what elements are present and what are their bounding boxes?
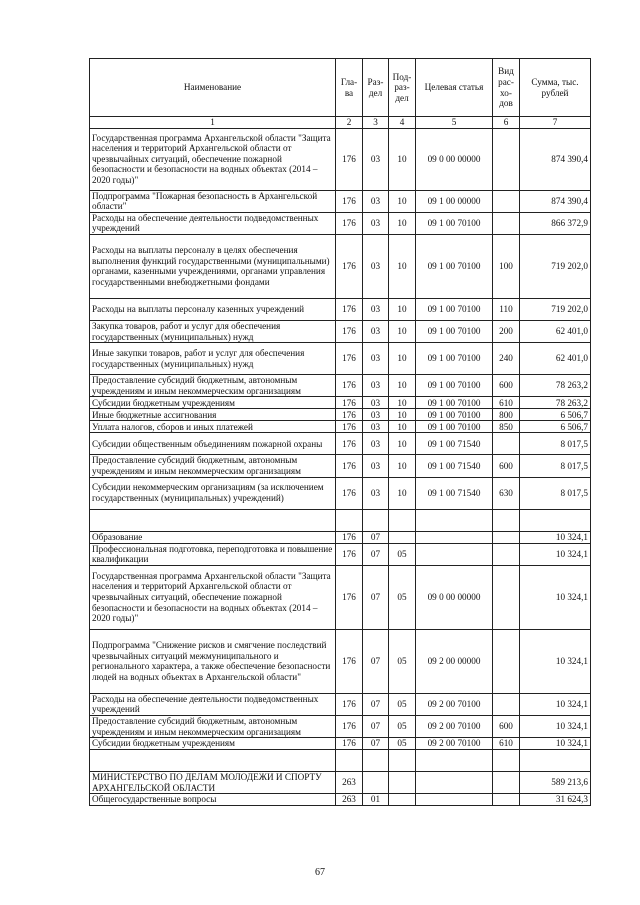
cell-target-article: 09 1 00 70100 [416,298,493,320]
table-row [90,477,591,509]
cell-target-article: 09 1 00 71540 [416,477,493,509]
cell-section: 07 [363,531,389,543]
table-row [90,772,591,794]
cell-section: 01 [363,794,389,806]
cell-expense-type: 600 [493,455,520,477]
cell-name: Расходы на обеспечение деятельности подведомственных учреждений [90,693,336,715]
cell-section: 07 [363,738,389,750]
cell-section: 03 [363,455,389,477]
cell-section: 03 [363,212,389,234]
cell-expense-type [493,190,520,212]
table-row [90,421,591,433]
column-number: 7 [520,117,591,129]
cell-expense-type [493,509,520,531]
cell-target-article [416,750,493,772]
cell-expense-type [493,693,520,715]
cell-subsection: 05 [389,738,416,750]
cell-chapter: 176 [336,409,363,421]
cell-expense-type: 610 [493,397,520,409]
cell-name: Субсидии общественным объединениям пожарной охраны [90,433,336,455]
cell-name: Субсидии некоммерческим организациям (за исключением государственных (муниципальных) учреждений) [90,477,336,509]
table-row [90,509,591,531]
header-row [90,59,591,117]
column-number: 2 [336,117,363,129]
cell-name: Субсидии бюджетным учреждениям [90,738,336,750]
table-row [90,409,591,421]
cell-target-article: 09 2 00 70100 [416,738,493,750]
table-row [90,693,591,715]
cell-subsection: 10 [389,397,416,409]
cell-name: Иные бюджетные ассигнования [90,409,336,421]
cell-section: 03 [363,375,389,397]
cell-expense-type: 240 [493,343,520,375]
cell-section: 03 [363,128,389,190]
cell-name: Закупка товаров, работ и услуг для обеспечения государственных (муниципальных) нужд [90,320,336,342]
cell-chapter: 176 [336,212,363,234]
table-row [90,543,591,565]
cell-expense-type: 630 [493,477,520,509]
cell-section: 03 [363,409,389,421]
cell-expense-type: 600 [493,715,520,737]
cell-section: 07 [363,629,389,693]
cell-sum: 10 324,1 [520,531,591,543]
header-expense-type: Вид рас-хо-дов [493,59,520,117]
table-row [90,320,591,342]
cell-chapter: 176 [336,565,363,629]
cell-sum: 10 324,1 [520,715,591,737]
cell-chapter: 176 [336,693,363,715]
cell-chapter: 176 [336,298,363,320]
cell-subsection: 10 [389,375,416,397]
cell-subsection: 10 [389,320,416,342]
cell-section [363,772,389,794]
column-number: 4 [389,117,416,129]
cell-sum: 8 017,5 [520,455,591,477]
cell-expense-type [493,794,520,806]
cell-expense-type: 850 [493,421,520,433]
cell-section: 03 [363,320,389,342]
cell-chapter: 176 [336,320,363,342]
header-name: Наименование [90,59,336,117]
cell-sum: 78 263,2 [520,375,591,397]
cell-sum: 10 324,1 [520,629,591,693]
cell-name: Иные закупки товаров, работ и услуг для обеспечения государственных (муниципальных) нужд [90,343,336,375]
cell-sum [520,509,591,531]
cell-chapter: 176 [336,375,363,397]
cell-subsection: 05 [389,693,416,715]
cell-target-article: 09 1 00 70100 [416,343,493,375]
cell-target-article: 09 0 00 00000 [416,128,493,190]
table-row [90,190,591,212]
cell-expense-type [493,531,520,543]
cell-target-article: 09 1 00 70100 [416,212,493,234]
column-number: 3 [363,117,389,129]
cell-sum: 6 506,7 [520,421,591,433]
cell-name: Образование [90,531,336,543]
cell-sum: 8 017,5 [520,433,591,455]
cell-sum: 8 017,5 [520,477,591,509]
cell-section: 03 [363,477,389,509]
cell-sum: 62 401,0 [520,343,591,375]
cell-sum: 31 624,3 [520,794,591,806]
cell-section [363,750,389,772]
cell-chapter: 176 [336,629,363,693]
cell-subsection: 10 [389,298,416,320]
header-target-article: Целевая статья [416,59,493,117]
table-row [90,629,591,693]
cell-name [90,509,336,531]
cell-expense-type [493,772,520,794]
column-number: 1 [90,117,336,129]
cell-name: Предоставление субсидий бюджетным, автономным учреждениям и иным некоммерческим организациям [90,455,336,477]
cell-chapter: 176 [336,128,363,190]
cell-sum: 10 324,1 [520,693,591,715]
cell-subsection [389,794,416,806]
table-row [90,738,591,750]
cell-target-article: 09 1 00 00000 [416,190,493,212]
page-number: 67 [315,867,325,878]
table-row [90,212,591,234]
cell-section: 07 [363,715,389,737]
cell-expense-type: 110 [493,298,520,320]
table-row [90,455,591,477]
cell-subsection [389,509,416,531]
cell-target-article: 09 2 00 70100 [416,715,493,737]
cell-expense-type [493,433,520,455]
cell-target-article: 09 0 00 00000 [416,565,493,629]
cell-target-article [416,543,493,565]
cell-section: 03 [363,343,389,375]
cell-name: Государственная программа Архангельской области "Защита населения и территорий Архангельской области от чрезвычайных ситуаций, обеспечение пожарной безопасности и безопасности на водных объектах (2014 – 2020 годы)" [90,565,336,629]
cell-name: Расходы на выплаты персоналу в целях обеспечения выполнения функций государственными (муниципальными) органами, казенными учреждениями, органами управления государственными внебюджетными фондами [90,234,336,298]
cell-sum: 6 506,7 [520,409,591,421]
cell-chapter: 263 [336,772,363,794]
cell-name: Подпрограмма "Пожарная безопасность в Архангельской области" [90,190,336,212]
cell-subsection [389,750,416,772]
cell-expense-type [493,128,520,190]
table-row [90,234,591,298]
cell-expense-type: 600 [493,375,520,397]
cell-chapter: 263 [336,794,363,806]
cell-subsection: 10 [389,409,416,421]
cell-sum [520,750,591,772]
cell-section: 07 [363,693,389,715]
cell-target-article: 09 1 00 70100 [416,234,493,298]
cell-name: МИНИСТЕРСТВО ПО ДЕЛАМ МОЛОДЕЖИ И СПОРТУ АРХАНГЕЛЬСКОЙ ОБЛАСТИ [90,772,336,794]
cell-chapter: 176 [336,421,363,433]
cell-sum: 866 372,9 [520,212,591,234]
cell-expense-type: 610 [493,738,520,750]
cell-target-article: 09 1 00 70100 [416,320,493,342]
header-sum: Сумма, тыс. рублей [520,59,591,117]
cell-chapter: 176 [336,190,363,212]
cell-chapter: 176 [336,531,363,543]
cell-subsection: 05 [389,629,416,693]
table-row [90,433,591,455]
cell-target-article: 09 1 00 70100 [416,409,493,421]
cell-chapter: 176 [336,738,363,750]
table-row [90,794,591,806]
column-number: 6 [493,117,520,129]
cell-name: Общегосударственные вопросы [90,794,336,806]
cell-section: 03 [363,397,389,409]
cell-sum: 719 202,0 [520,234,591,298]
cell-target-article [416,531,493,543]
cell-target-article [416,509,493,531]
cell-subsection: 05 [389,565,416,629]
cell-sum: 10 324,1 [520,543,591,565]
cell-section: 03 [363,190,389,212]
header-section: Раз-дел [363,59,389,117]
header-chapter: Гла-ва [336,59,363,117]
table-row [90,128,591,190]
cell-target-article: 09 2 00 00000 [416,629,493,693]
cell-subsection [389,772,416,794]
cell-target-article: 09 1 00 70100 [416,421,493,433]
cell-sum: 874 390,4 [520,190,591,212]
cell-subsection [389,531,416,543]
column-number: 5 [416,117,493,129]
cell-target-article: 09 1 00 70100 [416,375,493,397]
cell-subsection: 10 [389,433,416,455]
cell-subsection: 10 [389,421,416,433]
table-row [90,343,591,375]
cell-subsection: 05 [389,715,416,737]
cell-sum: 62 401,0 [520,320,591,342]
cell-expense-type [493,543,520,565]
cell-expense-type [493,629,520,693]
cell-chapter: 176 [336,715,363,737]
cell-subsection: 10 [389,212,416,234]
cell-name: Подпрограмма "Снижение рисков и смягчение последствий чрезвычайных ситуаций межмуниципального и регионального характера, а также обеспечение безопасности людей на водных объектах в Архангельской области" [90,629,336,693]
table-row [90,375,591,397]
cell-sum: 719 202,0 [520,298,591,320]
cell-target-article: 09 1 00 71540 [416,433,493,455]
table-row [90,531,591,543]
cell-section [363,509,389,531]
cell-name: Уплата налогов, сборов и иных платежей [90,421,336,433]
cell-expense-type: 100 [493,234,520,298]
cell-section: 03 [363,433,389,455]
cell-expense-type [493,565,520,629]
table-row [90,565,591,629]
cell-subsection: 10 [389,128,416,190]
table-body [90,128,591,806]
cell-name: Предоставление субсидий бюджетным, автономным учреждениям и иным некоммерческим организациям [90,715,336,737]
cell-expense-type: 200 [493,320,520,342]
cell-chapter [336,750,363,772]
cell-sum: 78 263,2 [520,397,591,409]
cell-subsection: 10 [389,477,416,509]
cell-chapter: 176 [336,343,363,375]
cell-section: 03 [363,421,389,433]
cell-sum: 10 324,1 [520,565,591,629]
cell-subsection: 10 [389,190,416,212]
cell-sum: 874 390,4 [520,128,591,190]
cell-name: Предоставление субсидий бюджетным, автономным учреждениям и иным некоммерческим организациям [90,375,336,397]
cell-target-article: 09 1 00 71540 [416,455,493,477]
cell-chapter: 176 [336,234,363,298]
cell-chapter: 176 [336,477,363,509]
cell-target-article: 09 1 00 70100 [416,397,493,409]
cell-subsection: 05 [389,543,416,565]
cell-name: Профессиональная подготовка, переподготовка и повышение квалификации [90,543,336,565]
cell-sum: 10 324,1 [520,738,591,750]
cell-expense-type [493,212,520,234]
cell-chapter [336,509,363,531]
table-row [90,397,591,409]
column-number-row [90,117,591,129]
table-row [90,750,591,772]
header-subsection: Под-раз-дел [389,59,416,117]
table-row [90,298,591,320]
cell-sum: 589 213,6 [520,772,591,794]
cell-chapter: 176 [336,433,363,455]
cell-name: Государственная программа Архангельской области "Защита населения и территорий Архангельской области от чрезвычайных ситуаций, обеспечение пожарной безопасности и безопасности на водных объектах (2014 – 2020 годы)" [90,128,336,190]
cell-expense-type [493,750,520,772]
table-row [90,715,591,737]
cell-chapter: 176 [336,455,363,477]
cell-section: 07 [363,543,389,565]
cell-name [90,750,336,772]
cell-subsection: 10 [389,343,416,375]
cell-name: Расходы на обеспечение деятельности подведомственных учреждений [90,212,336,234]
cell-target-article [416,772,493,794]
cell-subsection: 10 [389,234,416,298]
cell-target-article [416,794,493,806]
cell-subsection: 10 [389,455,416,477]
budget-table [89,58,591,806]
cell-section: 07 [363,565,389,629]
cell-name: Расходы на выплаты персоналу казенных учреждений [90,298,336,320]
cell-section: 03 [363,298,389,320]
cell-chapter: 176 [336,543,363,565]
cell-target-article: 09 2 00 70100 [416,693,493,715]
cell-section: 03 [363,234,389,298]
cell-name: Субсидии бюджетным учреждениям [90,397,336,409]
cell-expense-type: 800 [493,409,520,421]
cell-chapter: 176 [336,397,363,409]
